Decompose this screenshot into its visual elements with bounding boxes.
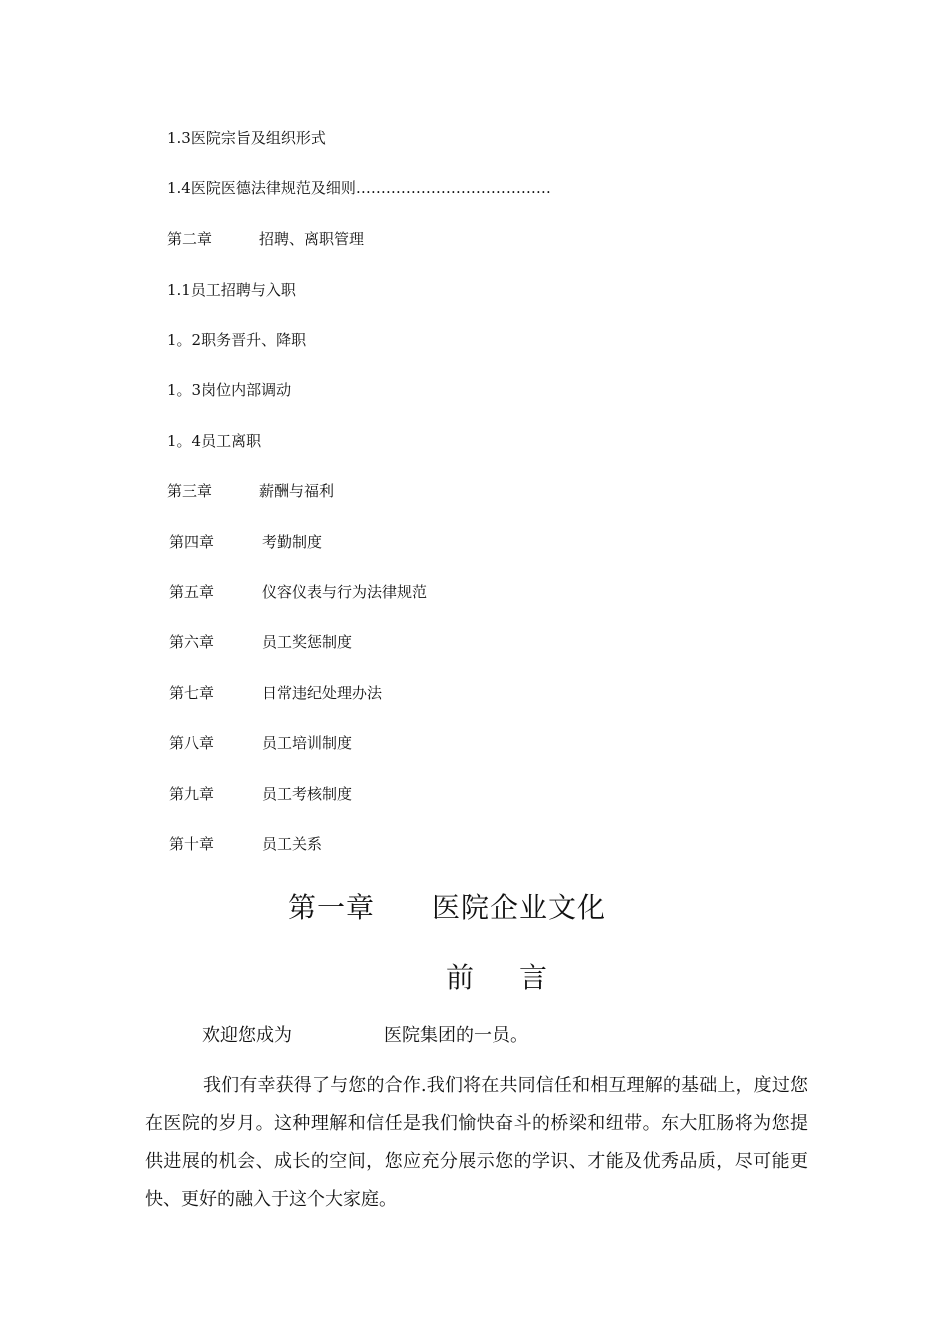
toc-item-1-3: [167, 128, 326, 148]
welcome-text-left: [202, 1019, 292, 1053]
toc-chapter-title: 薪酬与福利: [259, 482, 335, 500]
welcome-text-right: [384, 1019, 528, 1053]
chapter-title: 医院企业文化: [432, 891, 607, 924]
toc-chapter-4: [169, 532, 323, 552]
toc-chapter-title: 日常违纪处理办法: [262, 684, 383, 702]
chapter-number: 第一章: [288, 891, 376, 924]
toc-chapter-number: 第四章: [169, 533, 215, 551]
toc-chapter-2: [167, 229, 365, 249]
toc-item-text: 1。3岗位内部调动: [167, 381, 292, 399]
chapter-heading: [288, 890, 375, 926]
toc-item-text: 1.4医院医德法律规范及细则…………………………………: [167, 179, 551, 197]
toc-item-2-1: [167, 280, 296, 300]
toc-chapter-title: 招聘、离职管理: [259, 230, 365, 248]
toc-chapter-title: 员工考核制度: [262, 785, 353, 803]
toc-chapter-number: 第七章: [169, 684, 215, 702]
toc-chapter-7: [169, 683, 383, 703]
toc-chapter-number: 第八章: [169, 734, 215, 752]
toc-item-1-4: [167, 178, 551, 198]
toc-chapter-title: 考勤制度: [262, 533, 323, 551]
toc-item-text: 1.1员工招聘与入职: [167, 281, 296, 299]
toc-item-2-4: [167, 431, 261, 451]
toc-item-2-3: [167, 380, 291, 400]
toc-chapter-title: 仪容仪表与行为法律规范: [262, 583, 428, 601]
toc-chapter-title: 员工培训制度: [262, 734, 353, 752]
toc-chapter-number: 第五章: [169, 583, 215, 601]
toc-chapter-9: [169, 784, 353, 804]
preface-title-right: [519, 960, 548, 996]
toc-chapter-title: 员工奖惩制度: [262, 633, 353, 651]
toc-item-2-2: [167, 330, 306, 350]
toc-chapter-10: [169, 834, 323, 854]
preface-title-char: 前: [446, 961, 476, 994]
preface-paragraph: 我们有幸获得了与您的合作.我们将在共同信任和相互理解的基础上，度过您在医院的岁月。这种理解和信任是我们愉快奋斗的桥梁和纽带。东大肛肠将为您提供进展的机会、成长的空间，您应充分展示您的学识、才能及优秀品质，尽可能更快、更好的融入于这个大家庭。: [145, 1075, 808, 1210]
toc-chapter-number: 第三章: [167, 482, 213, 500]
welcome-text: 欢迎您成为: [202, 1025, 292, 1046]
toc-chapter-3: [167, 481, 335, 501]
toc-chapter-number: 第六章: [169, 633, 215, 651]
toc-item-text: 1。4员工离职: [167, 432, 262, 450]
welcome-text: 医院集团的一员。: [384, 1025, 528, 1046]
toc-chapter-number: 第二章: [167, 230, 213, 248]
toc-chapter-number: 第九章: [169, 785, 215, 803]
toc-chapter-5: [169, 582, 428, 602]
toc-chapter-8: [169, 733, 353, 753]
toc-item-text: 1。2职务晋升、降职: [167, 331, 307, 349]
preface-title-left: [446, 960, 475, 996]
toc-chapter-number: 第十章: [169, 835, 215, 853]
chapter-heading-title: [432, 890, 606, 926]
toc-chapter-title: 员工关系: [262, 835, 323, 853]
preface-title-char: 言: [519, 961, 549, 994]
toc-chapter-6: [169, 632, 353, 652]
toc-item-text: 1.3医院宗旨及组织形式: [167, 129, 326, 147]
